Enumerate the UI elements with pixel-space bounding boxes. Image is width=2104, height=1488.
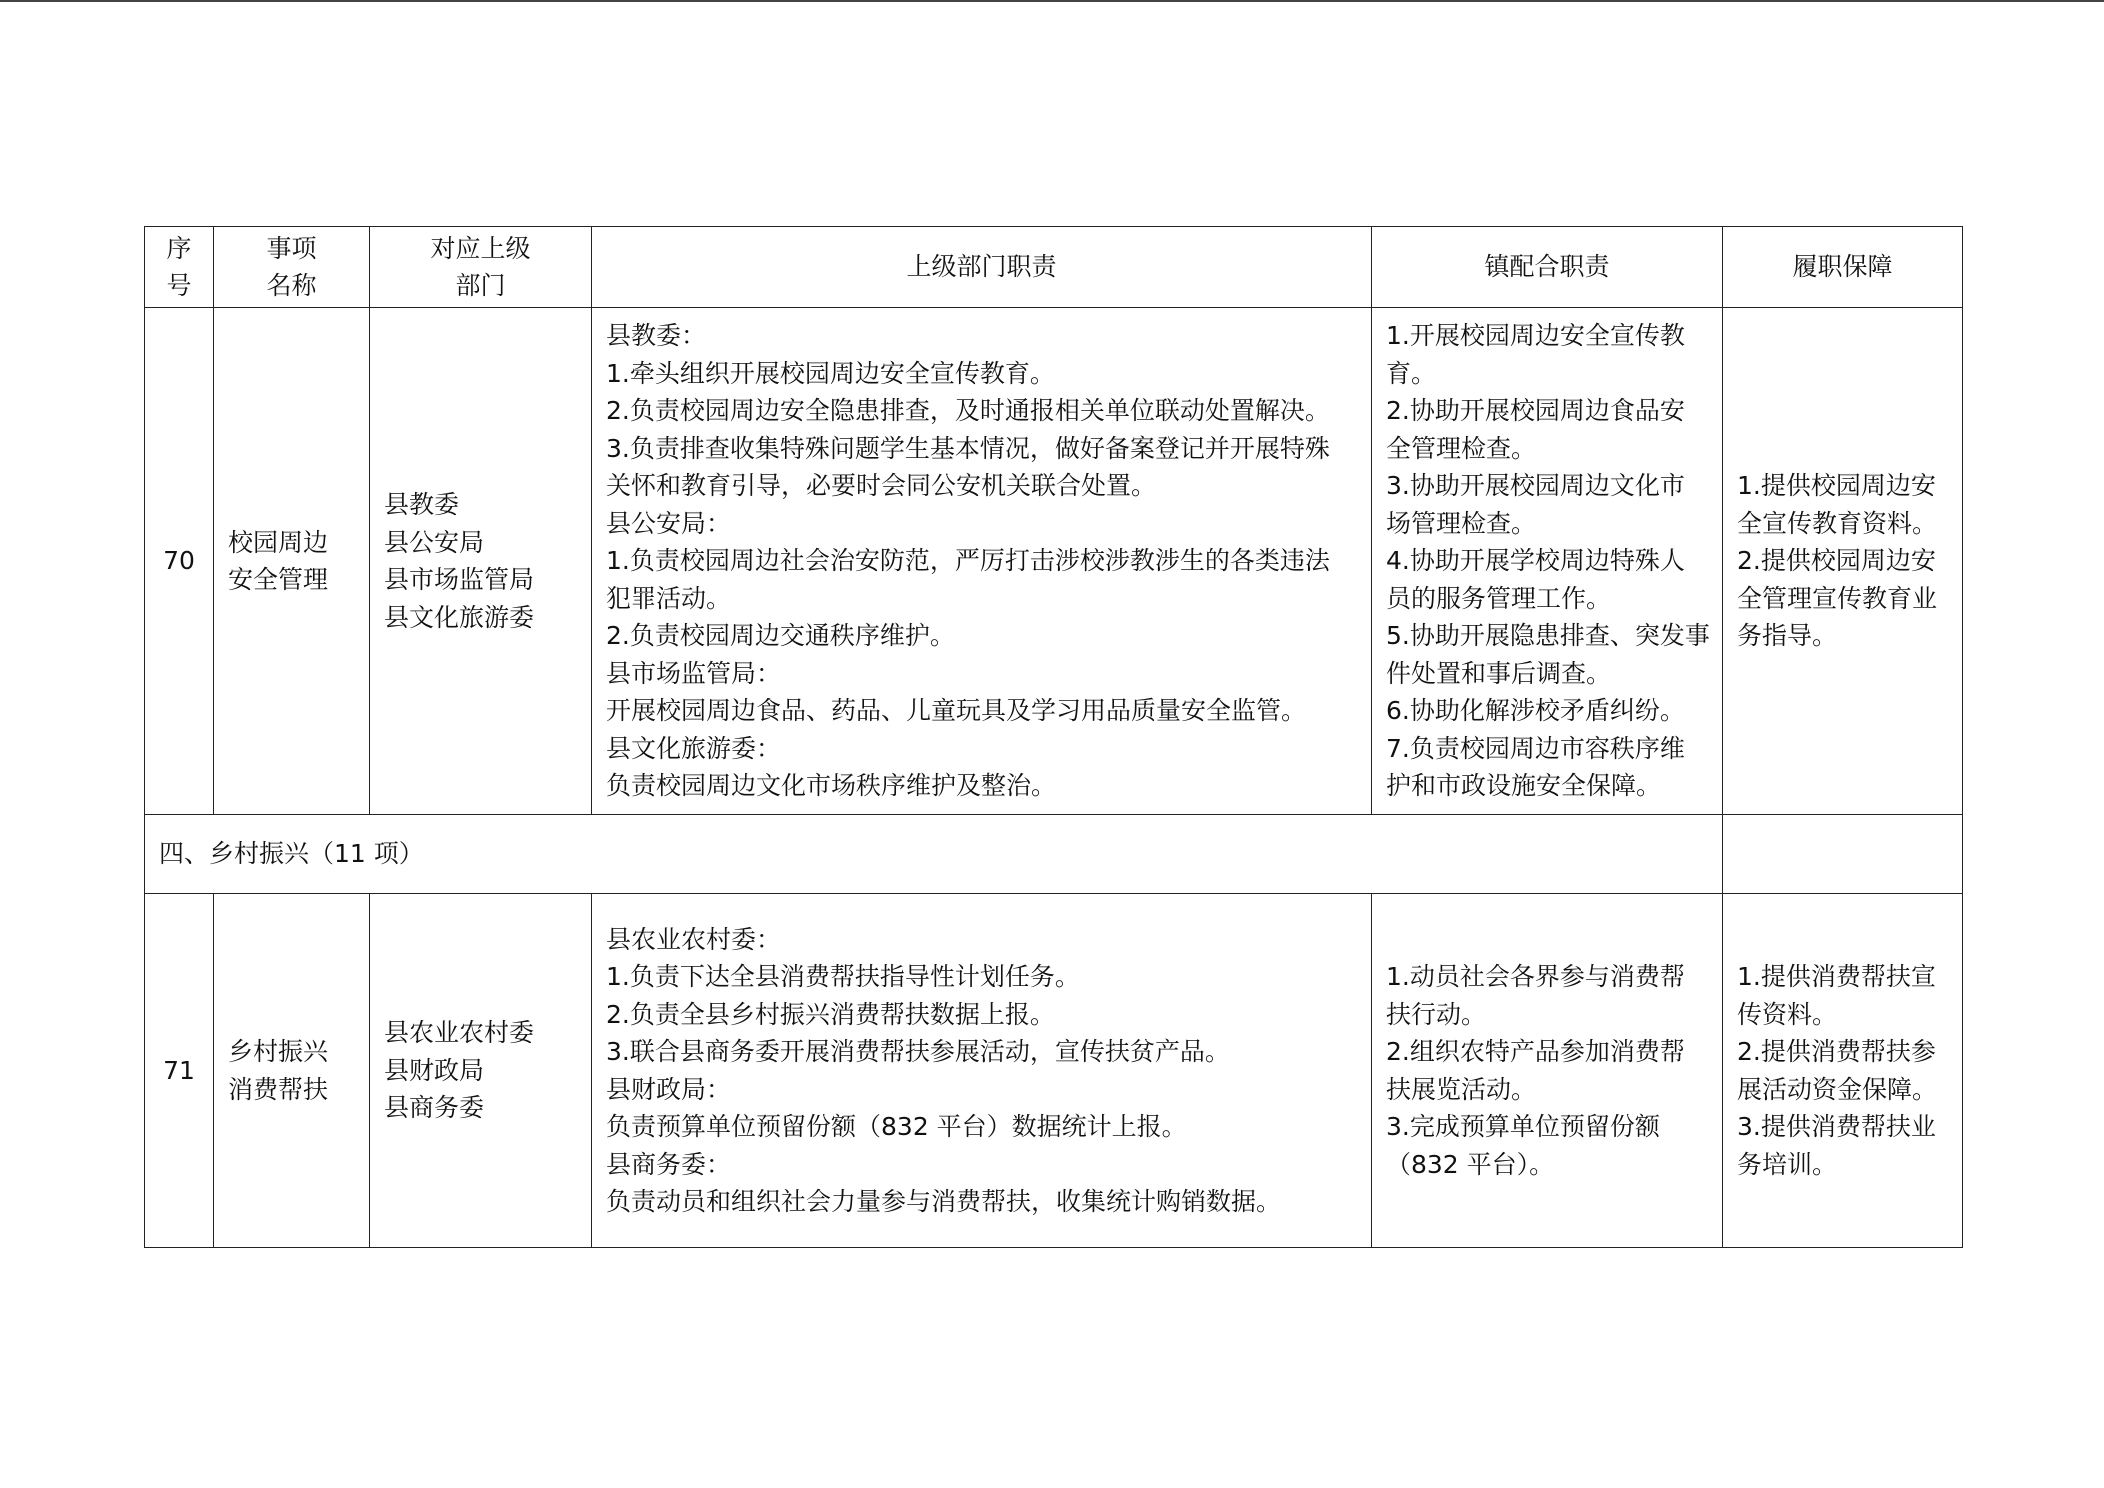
- header-guarantee: 履职保障: [1723, 227, 1963, 308]
- section-title: 四、乡村振兴（11 项）: [145, 815, 1723, 894]
- table-header-row: [145, 227, 1963, 308]
- section-empty-cell: [1723, 815, 1963, 894]
- row-seq: 70: [145, 308, 214, 815]
- row-seq: 71: [145, 894, 214, 1248]
- top-border-line: [0, 0, 2104, 2]
- section-row: [145, 815, 1963, 894]
- header-town-duties: 镇配合职责: [1372, 227, 1723, 308]
- header-seq: 序 号: [145, 227, 214, 308]
- row-departments: 县教委 县公安局 县市场监管局 县文化旅游委: [370, 308, 592, 815]
- row-item-name: 乡村振兴 消费帮扶: [214, 894, 370, 1248]
- header-name: 事项 名称: [214, 227, 370, 308]
- row-upper-duties: 县教委： 1.牵头组织开展校园周边安全宣传教育。 2.负责校园周边安全隐患排查，及时通报相关单位联动处置解决。 3.负责排查收集特殊问题学生基本情况，做好备案登记并开展特殊 关怀和教育引导，必要时会同公安机关联合处置。 县公安局： 1.负责校园周边社会治安防范，严厉打击涉校涉教涉生的各类违法 犯罪活动。 2.负责校园周边交通秩序维护。 县市场监管局： 开展校园周边食品、药品、儿童玩具及学习用品质量安全监管。 县文化旅游委： 负责校园周边文化市场秩序维护及整治。: [592, 308, 1372, 815]
- responsibility-table: [144, 226, 1963, 1248]
- header-upper-duties: 上级部门职责: [592, 227, 1372, 308]
- row-upper-duties: 县农业农村委： 1.负责下达全县消费帮扶指导性计划任务。 2.负责全县乡村振兴消费帮扶数据上报。 3.联合县商务委开展消费帮扶参展活动，宣传扶贫产品。 县财政局： 负责预算单位预留份额（832 平台）数据统计上报。 县商务委： 负责动员和组织社会力量参与消费帮扶，收集统计购销数据。: [592, 894, 1372, 1248]
- row-town-duties: 1.开展校园周边安全宣传教 育。 2.协助开展校园周边食品安 全管理检查。 3.协助开展校园周边文化市 场管理检查。 4.协助开展学校周边特殊人 员的服务管理工作。 5.协助开展隐患排查、突发事 件处置和事后调查。 6.协助化解涉校矛盾纠纷。 7.负责校园周边市容秩序维 护和市政设施安全保障。: [1372, 308, 1723, 815]
- row-guarantee: 1.提供校园周边安 全宣传教育资料。 2.提供校园周边安 全管理宣传教育业 务指导。: [1723, 308, 1963, 815]
- table-row: [145, 894, 1963, 1248]
- row-departments: 县农业农村委 县财政局 县商务委: [370, 894, 592, 1248]
- row-item-name: 校园周边 安全管理: [214, 308, 370, 815]
- header-dept: 对应上级 部门: [370, 227, 592, 308]
- row-town-duties: 1.动员社会各界参与消费帮 扶行动。 2.组织农特产品参加消费帮 扶展览活动。 3.完成预算单位预留份额 （832 平台）。: [1372, 894, 1723, 1248]
- row-guarantee: 1.提供消费帮扶宣 传资料。 2.提供消费帮扶参 展活动资金保障。 3.提供消费帮扶业 务培训。: [1723, 894, 1963, 1248]
- table-row: [145, 308, 1963, 815]
